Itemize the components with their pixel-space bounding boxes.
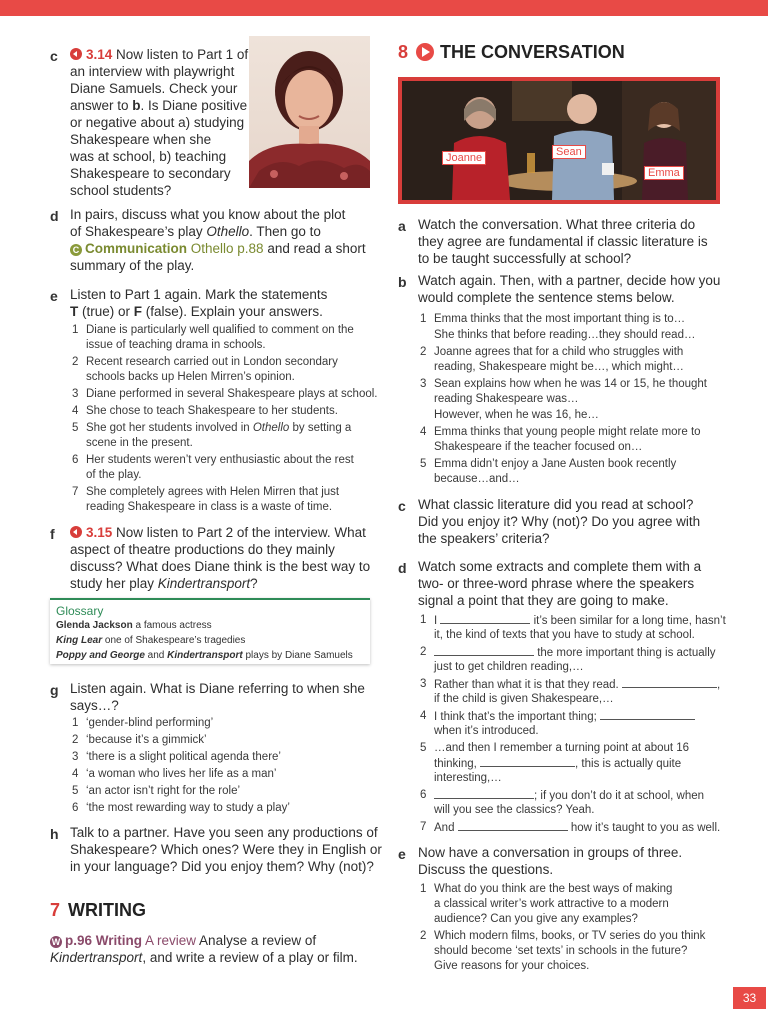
answer-blank[interactable] [458, 820, 568, 831]
exercise-d-list: 1 I it’s been similar for a long time, hasn’t it, the kind of texts that you have to study at school. 2 the more important thing is actually just to get children reading,… 3 Rather than what it is that they read. , if the child is given Shakespeare,… 4 I think that’s the important thing; when it’s introduced. 5 …and then I remember a turning point at about 16 thinking, , this is actually quite interesting,… 6 ; if you don’t do it at school, when will you see the classics? Yeah. 7 And how it’s taught to you as well. [420, 614, 726, 834]
exercise-b-list: 1 Emma thinks that the most important thing is to… She thinks that before reading…they should read… 2 Joanne agrees that for a child who struggles with reading, Shakespeare might be…, which might… 3 Sean explains how when he was 14 or 15, he thought reading Shakespeare was… However, when he was 16, he… 4 Emma thinks that young people might relate more to Shakespeare if the teacher focused on… 5 Emma didn’t enjoy a Jane Austen book recently because…and… [420, 313, 707, 485]
exercise-letter-e2: e [398, 846, 406, 862]
exercise-d-right: Watch some extracts and complete them with a two- or three-word phrase where the speakers signal a point that they are going to make. [418, 559, 702, 608]
conversation-photo [402, 81, 716, 200]
portrait-illustration [249, 36, 370, 188]
exercise-e-list: 1 What do you think are the best ways of making a classical writer’s work attractive to a modern audience? Can you give any examples? 2 Which modern films, books, or TV series do you think should become ‘set texts’ in schools in the future? Give reasons for your choices. [420, 883, 706, 972]
answer-blank[interactable] [600, 709, 695, 720]
exercise-letter-d2: d [398, 560, 407, 576]
communication-icon: C [70, 244, 82, 256]
exercise-letter-g: g [50, 682, 59, 698]
speaker-label: Sean [552, 145, 586, 159]
glossary-box [50, 598, 370, 664]
diane-samuels-photo [249, 36, 370, 188]
exercise-letter-b: b [398, 274, 407, 290]
answer-blank[interactable] [480, 756, 575, 767]
exercise-c: 3.14 Now listen to Part 1 of an interview with playwright Diane Samuels. Check your answer to b. Is Diane positive or negative about a) studying Shakespeare when she was at school, b) teaching Shakespeare to secondary school students? [70, 47, 249, 198]
glossary-title: Glossary [56, 604, 104, 618]
glossary-entry: Glenda Jackson a famous actress [56, 620, 212, 631]
exercise-letter-d: d [50, 208, 59, 224]
exercise-g: Listen again. What is Diane referring to when she says…? [70, 681, 365, 713]
answer-blank[interactable] [622, 677, 717, 688]
audio-icon[interactable] [70, 526, 82, 538]
exercise-e-right: Now have a conversation in groups of three. Discuss the questions. [418, 845, 683, 877]
writing-task: W p.96 Writing A review Analyse a review of Kindertransport, and write a review of a play or film. [50, 933, 358, 965]
exercise-letter-h: h [50, 826, 59, 842]
exercise-b: Watch again. Then, with a partner, decide how you would complete the sentence stems below. [418, 273, 721, 305]
top-color-bar [0, 0, 768, 16]
exercise-f: 3.15 Now listen to Part 2 of the interview. What aspect of theatre productions do they mainly discuss? What does Diane think is the best way to study her play Kindertransport? [70, 525, 371, 591]
exercise-letter-c2: c [398, 498, 406, 514]
exercise-a: Watch the conversation. What three criteria do they agree are fundamental if classic literature is to be taught successfully at school? [418, 217, 708, 266]
video-still[interactable] [398, 77, 720, 204]
glossary-entry: King Lear one of Shakespeare’s tragedies [56, 635, 246, 646]
exercise-letter-e: e [50, 288, 58, 304]
glossary-entry: Poppy and George and Kindertransport plays by Diane Samuels [56, 650, 353, 661]
audio-icon[interactable] [70, 48, 82, 60]
section-heading-writing: 7 WRITING [50, 900, 147, 920]
exercise-letter-a: a [398, 218, 406, 234]
communication-link[interactable]: Communication [85, 241, 188, 256]
exercise-e: Listen to Part 1 again. Mark the statements T (true) or F (false). Explain your answers. [70, 287, 328, 319]
answer-blank[interactable] [434, 645, 534, 656]
page-number: 33 [733, 987, 766, 1009]
writing-icon: W [51, 937, 61, 947]
exercise-letter-c: c [50, 48, 58, 64]
writing-link[interactable]: p.96 Writing [65, 933, 143, 948]
conversation-illustration [402, 81, 716, 200]
exercise-h: Talk to a partner. Have you seen any productions of Shakespeare? Which ones? Were they in English or in your language? Did you enjoy them? Why (not)? [70, 825, 382, 874]
exercise-e-list: 1 Diane is particularly well qualified to comment on the issue of teaching drama in schools. 2 Recent research carried out in London secondary schools backs up Helen Mirren’s opinion. 3 Diane performed in several Shakespeare plays at school. 4 She chose to teach Shakespeare to her students. 5 She got her students involved in Othello by setting a scene in the present. 6 Her students weren’t very enthusiastic about the rest of the play. 7 She completely agrees with Helen Mirren that just reading Shakespeare in class is a waste of time. [72, 324, 378, 513]
exercise-letter-f: f [50, 526, 55, 542]
exercise-g-list: 1 ‘gender-blind performing’ 2 ‘because it’s a gimmick’ 3 ‘there is a slight political agenda there’ 4 ‘a woman who lives her life as a man’ 5 ‘an actor isn’t right for the role’ 6 ‘the most rewarding way to study a play’ [72, 717, 290, 814]
play-icon[interactable] [416, 43, 434, 61]
answer-blank[interactable] [440, 613, 530, 624]
speaker-label: Emma [644, 166, 684, 180]
exercise-c-right: What classic literature did you read at school? Did you enjoy it? Why (not)? Do you agree with the speakers’ criteria? [418, 497, 701, 546]
answer-blank[interactable] [434, 788, 534, 799]
speaker-label: Joanne [442, 151, 486, 165]
section-heading-conversation: 8 THE CONVERSATION [398, 42, 625, 62]
exercise-d: In pairs, discuss what you know about the plot of Shakespeare’s play Othello. Then go to C Communication Othello p.88 and read a short summary of the play. [70, 207, 366, 273]
